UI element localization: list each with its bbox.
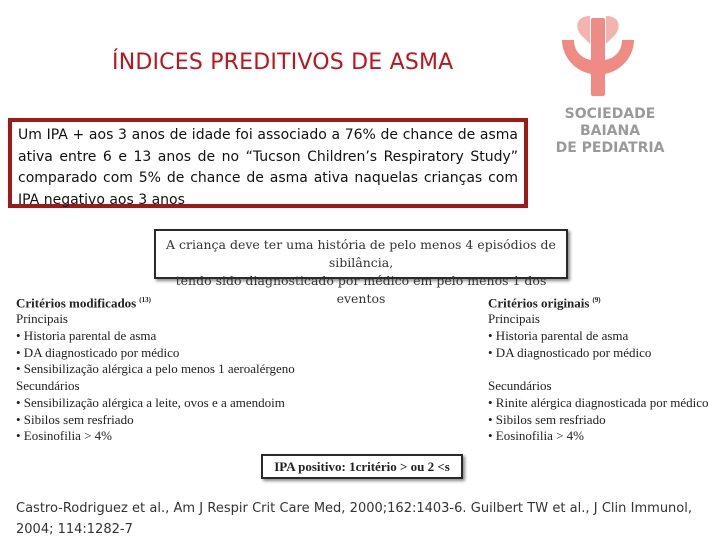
list-item: • Sensibilização alérgica a pelo menos 1 aeroalérgeno <box>16 361 295 377</box>
logo-line-3: DE PEDIATRIA <box>555 140 665 156</box>
original-ref: (9) <box>592 296 601 304</box>
list-item: • Eosinofilia > 4% <box>16 428 113 444</box>
highlight-box <box>8 118 528 208</box>
modified-criteria-column <box>16 292 316 445</box>
original-criteria-heading <box>488 292 716 311</box>
modified-criteria-heading <box>16 292 316 311</box>
reference-citation: Castro-Rodriguez et al., Am J Respir Crit Care Med, 2000;162:1403-6. Guilbert TW et al., J Clin Immunol, 2004; 114:1282-7 <box>16 501 692 537</box>
original-major-label: Principais <box>488 311 540 327</box>
list-item: • DA diagnosticado por médico <box>488 344 652 360</box>
list-item: • Historia parental de asma <box>16 328 157 344</box>
original-criteria-column <box>488 292 716 445</box>
original-minor-label: Secundários <box>488 378 552 394</box>
modified-ref: (13) <box>139 296 151 304</box>
original-heading-text: Critérios originais <box>488 295 590 311</box>
list-item: • DA diagnosticado por médico <box>16 344 180 360</box>
list-item: • Sibilos sem resfriado <box>16 411 134 427</box>
highlight-text: Um IPA + aos 3 anos de idade foi associado a 76% de chance de asma ativa entre 6 e 13 anos de no “Tucson Children’s Respiratory Study” comparado com 5% de chance de asma ativa naquelas crianças com IPA negativo aos 3 anos <box>18 127 518 208</box>
list-item: • Historia parental de asma <box>488 328 629 344</box>
ipa-positive-box: IPA positivo: 1critério > ou 2 <s <box>261 454 463 479</box>
criteria-line-1: A criança deve ter uma história de pelo menos 4 episódios de sibilância, <box>166 237 556 270</box>
logo-line-1: SOCIEDADE <box>564 106 656 122</box>
logo-line-2: BAIANA <box>579 123 641 139</box>
list-item: • Rinite alérgica diagnosticada por médico <box>488 394 709 410</box>
list-item: • Sensibilização alérgica a leite, ovos e a amendoim <box>16 394 285 410</box>
modified-heading-text: Critérios modificados <box>16 295 137 311</box>
logo-text <box>548 106 672 157</box>
criteria-line-2: tendo sido diagnosticado por médico em pelo menos 1 dos eventos <box>175 273 547 306</box>
page-title: ÍNDICES PREDITIVOS DE ASMA <box>112 50 454 75</box>
list-item: • Eosinofilia > 4% <box>488 428 585 444</box>
list-item: • Sibilos sem resfriado <box>488 411 606 427</box>
spacer <box>488 361 716 378</box>
modified-major-label: Principais <box>16 311 68 327</box>
modified-minor-label: Secundários <box>16 378 80 394</box>
